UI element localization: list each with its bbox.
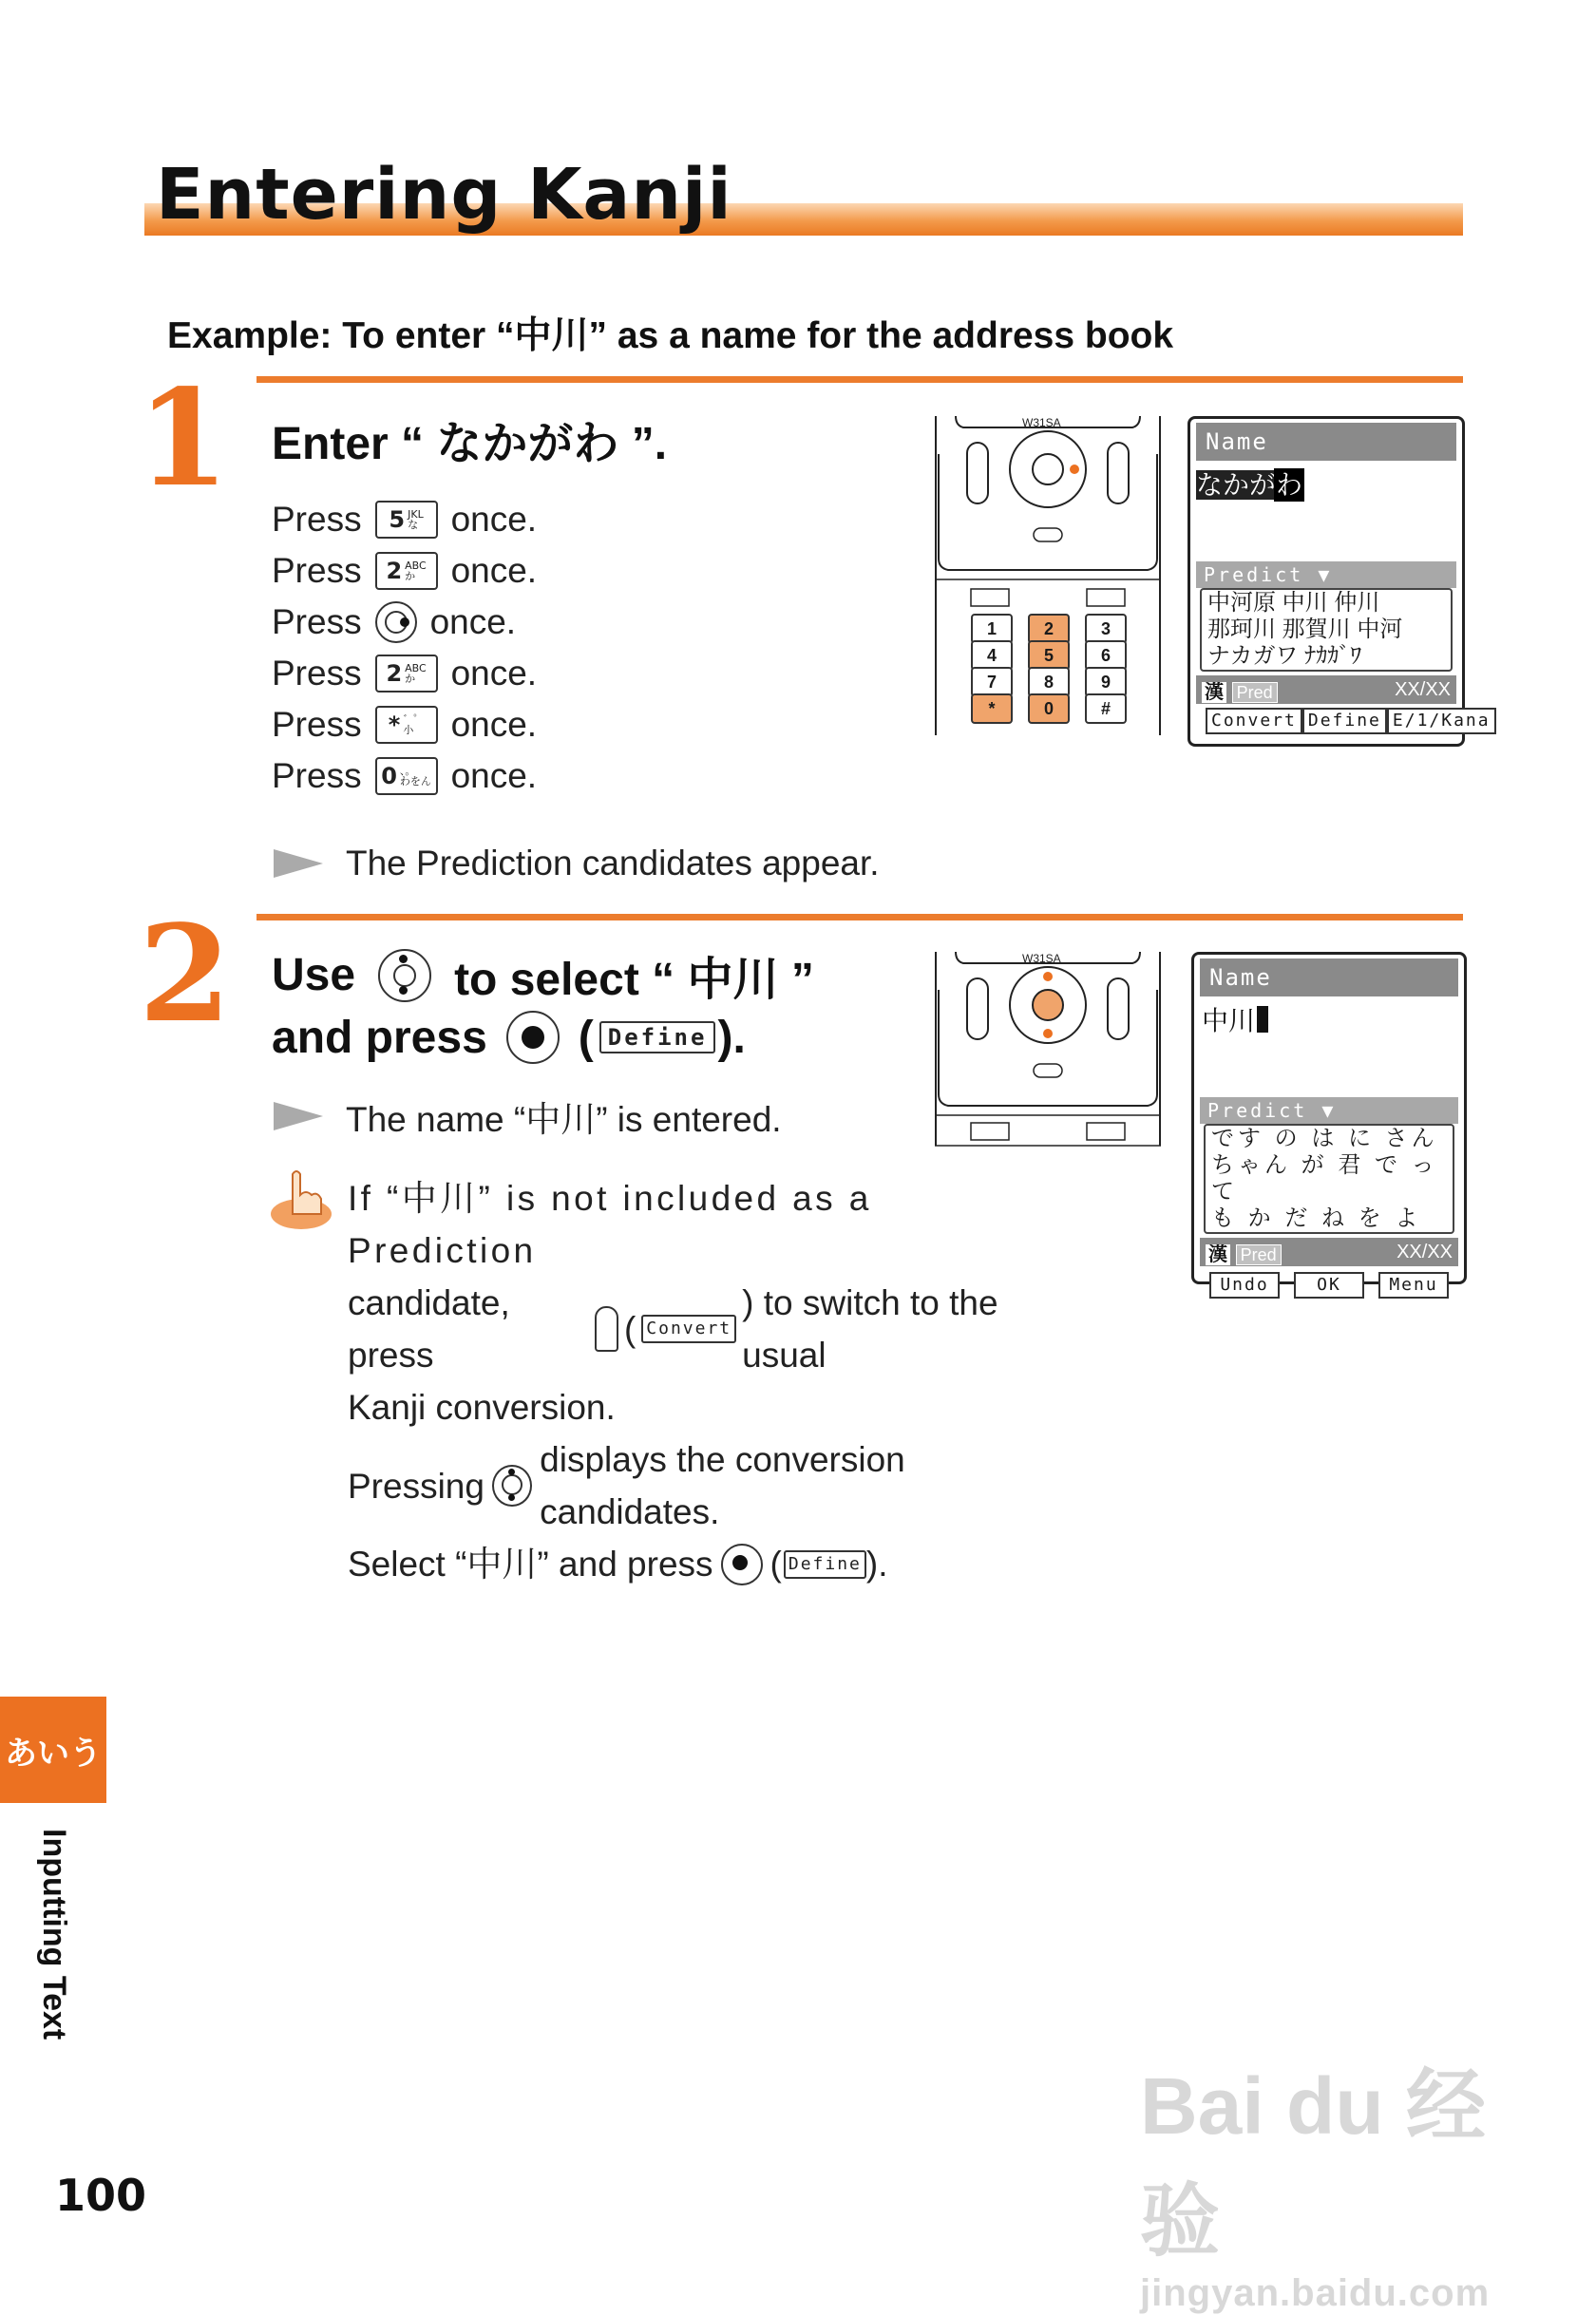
key-digit: *	[388, 712, 401, 738]
softkey-define[interactable]: Define	[1302, 708, 1387, 734]
watermark-url: jingyan.baidu.com	[1140, 2272, 1491, 2314]
keypad-2: 2	[1028, 614, 1070, 644]
phone-nav-drawing	[935, 952, 1161, 1149]
right-nav-icon	[375, 601, 417, 643]
keypad-star: *	[971, 693, 1013, 724]
step-2-result	[274, 1091, 782, 1142]
note-text: Pressing	[348, 1466, 484, 1506]
note-line-5	[348, 1538, 1070, 1590]
keypad-8: 8	[1028, 667, 1070, 697]
cursor-char: わ	[1276, 470, 1303, 500]
heading-select: to select “ 中川 ”	[454, 955, 814, 1005]
pred-mode-badge: Pred	[1232, 682, 1278, 703]
center-select-icon	[506, 1011, 560, 1064]
nav-dot	[400, 617, 409, 627]
press-row	[272, 699, 537, 750]
press-label: Press	[272, 551, 362, 590]
keypad-7: 7	[971, 667, 1013, 697]
key-sub2: 小	[403, 724, 414, 736]
candidate-line[interactable]: 那珂川 那賀川 中河	[1207, 617, 1403, 642]
step-2-number: 2	[139, 897, 232, 1053]
softkey-convert[interactable]: Convert	[1206, 708, 1302, 734]
define-softkey-label: Define	[784, 1550, 866, 1579]
nav-dot-up	[508, 1469, 515, 1475]
key-sub1: JKL	[408, 508, 424, 521]
press-label: Press	[272, 654, 362, 693]
press-row	[272, 545, 537, 597]
press-row	[272, 597, 537, 648]
softkey-row	[1196, 708, 1491, 734]
step-2-heading-line1	[272, 942, 814, 1008]
press-after: once.	[450, 551, 538, 590]
key-sub	[408, 509, 424, 530]
heading-use: Use	[272, 950, 356, 1000]
example-text: Example: To enter “中川” as a name for the address book	[167, 315, 1174, 356]
note-text: Select “中川” and press	[348, 1545, 713, 1584]
counter: XX/XX	[1396, 1241, 1453, 1262]
nav-dot-down	[399, 986, 408, 995]
screen-title: Name	[1200, 958, 1458, 996]
keypad-4: 4	[971, 640, 1013, 671]
prediction-area	[1200, 1097, 1458, 1299]
note-line-1: If “中川” is not included as a Prediction	[348, 1179, 872, 1270]
status-bar	[1196, 675, 1456, 704]
press-after: once.	[450, 705, 538, 744]
key-sub1: ABC	[405, 662, 427, 674]
key-sub2: か	[405, 570, 416, 582]
predict-label: Predict	[1204, 563, 1304, 586]
key-sub	[405, 663, 427, 684]
define-softkey-label: Define	[599, 1021, 716, 1053]
candidate-box	[1204, 1124, 1454, 1234]
press-label: Press	[272, 705, 362, 744]
side-key-icon	[595, 1306, 618, 1352]
press-row	[272, 494, 537, 545]
key-digit: 5	[389, 506, 406, 533]
paren-open: (	[770, 1545, 782, 1584]
key-0	[375, 757, 438, 795]
keypad-hash: #	[1085, 693, 1127, 724]
step-2-note	[348, 1172, 1070, 1590]
note-text: ).	[865, 1545, 888, 1584]
press-row	[272, 750, 537, 802]
screen-input	[1196, 465, 1462, 503]
result-text: The Prediction candidates appear.	[346, 844, 880, 882]
paren-close: ).	[717, 1012, 746, 1063]
press-after: once.	[450, 500, 538, 539]
key-sub2: わをん	[399, 775, 431, 787]
key-2	[375, 552, 438, 590]
candidate-line[interactable]: ナカガワ ﾅｶｶﾞﾜ	[1207, 643, 1362, 669]
key-2	[375, 655, 438, 693]
screen-input	[1202, 1000, 1464, 1038]
nav-dot-down	[508, 1494, 515, 1501]
softkey-menu[interactable]: Menu	[1378, 1272, 1449, 1299]
softkey-mode[interactable]: E/1/Kana	[1387, 708, 1496, 734]
key-5	[375, 501, 438, 539]
keypad-1: 1	[971, 614, 1013, 644]
key-sub2: か	[405, 673, 416, 685]
note-text: candidate, press	[348, 1283, 510, 1375]
key-sub2: な	[408, 519, 419, 531]
note-line-3: Kanji conversion.	[348, 1388, 616, 1427]
key-digit: 2	[386, 558, 403, 584]
press-after: once.	[450, 654, 538, 693]
screen-title: Name	[1196, 423, 1456, 461]
page-title: Entering Kanji	[156, 154, 732, 236]
kanji-mode-badge: 漢	[1202, 682, 1226, 703]
phone-illustration-2	[935, 952, 1161, 1149]
step-1-heading: Enter “ なかがわ ”.	[272, 419, 668, 469]
press-after: once.	[429, 602, 517, 641]
arrow-right-icon	[274, 1102, 323, 1130]
key-digit: 2	[386, 660, 403, 687]
key-sub	[405, 560, 427, 581]
paren-open: (	[578, 1012, 594, 1063]
status-bar	[1200, 1238, 1458, 1266]
press-label: Press	[272, 500, 362, 539]
nav-ring	[393, 964, 416, 987]
display-screen-2	[1191, 952, 1467, 1295]
pred-mode-badge: Pred	[1236, 1244, 1282, 1265]
press-row	[272, 648, 537, 699]
phone-illustration-1	[935, 416, 1161, 735]
candidate-box	[1200, 588, 1453, 672]
keypad-5: 5	[1028, 640, 1070, 671]
center-select-icon	[721, 1544, 763, 1585]
nav-center-dot	[732, 1555, 748, 1570]
text-cursor	[1257, 1006, 1268, 1033]
watermark	[1140, 2042, 1558, 2314]
step-1-rule	[256, 376, 1463, 383]
keypad-3: 3	[1085, 614, 1127, 644]
convert-softkey-label: Convert	[641, 1315, 736, 1343]
section-label: Inputting Text	[36, 1829, 72, 2040]
up-down-nav-icon	[492, 1465, 532, 1507]
softkey-undo[interactable]: Undo	[1209, 1272, 1280, 1299]
section-tab[interactable]	[0, 1697, 106, 1803]
nav-ring	[502, 1474, 522, 1495]
result-text: The name “中川” is entered.	[346, 1100, 782, 1139]
watermark-logo: Bai du 经验	[1140, 2061, 1487, 2266]
softkey-ok[interactable]: OK	[1294, 1272, 1364, 1299]
heading-press: and press	[272, 1012, 487, 1063]
display-screen-1	[1188, 416, 1491, 747]
predict-header	[1200, 1097, 1458, 1124]
predict-label: Predict	[1207, 1099, 1308, 1122]
key-sub1: ABC	[405, 560, 427, 572]
key-sub	[400, 766, 431, 787]
keypad-6: 6	[1085, 640, 1127, 671]
triangle-down-icon: ▼	[1318, 563, 1333, 586]
keypad-0: 0	[1028, 693, 1070, 724]
softkey-row	[1200, 1272, 1458, 1299]
up-down-nav-icon	[378, 949, 431, 1002]
prediction-area	[1196, 561, 1491, 734]
candidate-line[interactable]: です の は に さん	[1211, 1126, 1438, 1151]
press-after: once.	[450, 756, 538, 795]
key-digit: 0	[381, 763, 397, 789]
input-text: なかが	[1196, 470, 1277, 500]
note-line-2	[348, 1277, 1070, 1381]
candidate-line[interactable]: ちゃん が 君 で って	[1211, 1152, 1438, 1205]
step-1-result	[274, 844, 880, 883]
page-number: 100	[55, 2170, 147, 2221]
phone-model-label: W31SA	[1022, 952, 1061, 965]
arrow-right-icon	[274, 849, 323, 878]
keypad-9: 9	[1085, 667, 1127, 697]
kanji-mode-badge: 漢	[1206, 1244, 1230, 1265]
step-1-press-list	[272, 494, 537, 802]
paren-open: (	[623, 1309, 636, 1349]
note-text: ) to switch to the usual	[742, 1283, 998, 1375]
key-sub1: ゛゜	[403, 713, 425, 726]
pointing-hand-icon	[268, 1165, 334, 1233]
candidate-line[interactable]: も か だ ね を よ	[1211, 1205, 1422, 1231]
key-star	[375, 706, 438, 744]
input-text: 中川	[1202, 1006, 1256, 1035]
note-line-4	[348, 1433, 1070, 1538]
counter: XX/XX	[1395, 678, 1451, 700]
candidate-line[interactable]: 中河原 中川 仲川	[1207, 590, 1380, 616]
note-text: displays the conversion candidates.	[540, 1440, 905, 1531]
press-label: Press	[272, 756, 362, 795]
section-tab-glyph: あいう	[5, 1734, 102, 1773]
key-sub1: 、。	[399, 765, 416, 777]
nav-center-dot	[522, 1026, 544, 1049]
step-1-number: 1	[137, 361, 230, 517]
press-label: Press	[272, 602, 362, 641]
nav-dot-up	[399, 955, 408, 963]
key-sub	[403, 714, 424, 735]
triangle-down-icon: ▼	[1321, 1099, 1337, 1122]
step-2-rule	[256, 914, 1463, 920]
predict-header	[1196, 561, 1456, 588]
phone-model-label: W31SA	[1022, 416, 1061, 429]
step-2-heading-line2	[272, 1011, 746, 1064]
